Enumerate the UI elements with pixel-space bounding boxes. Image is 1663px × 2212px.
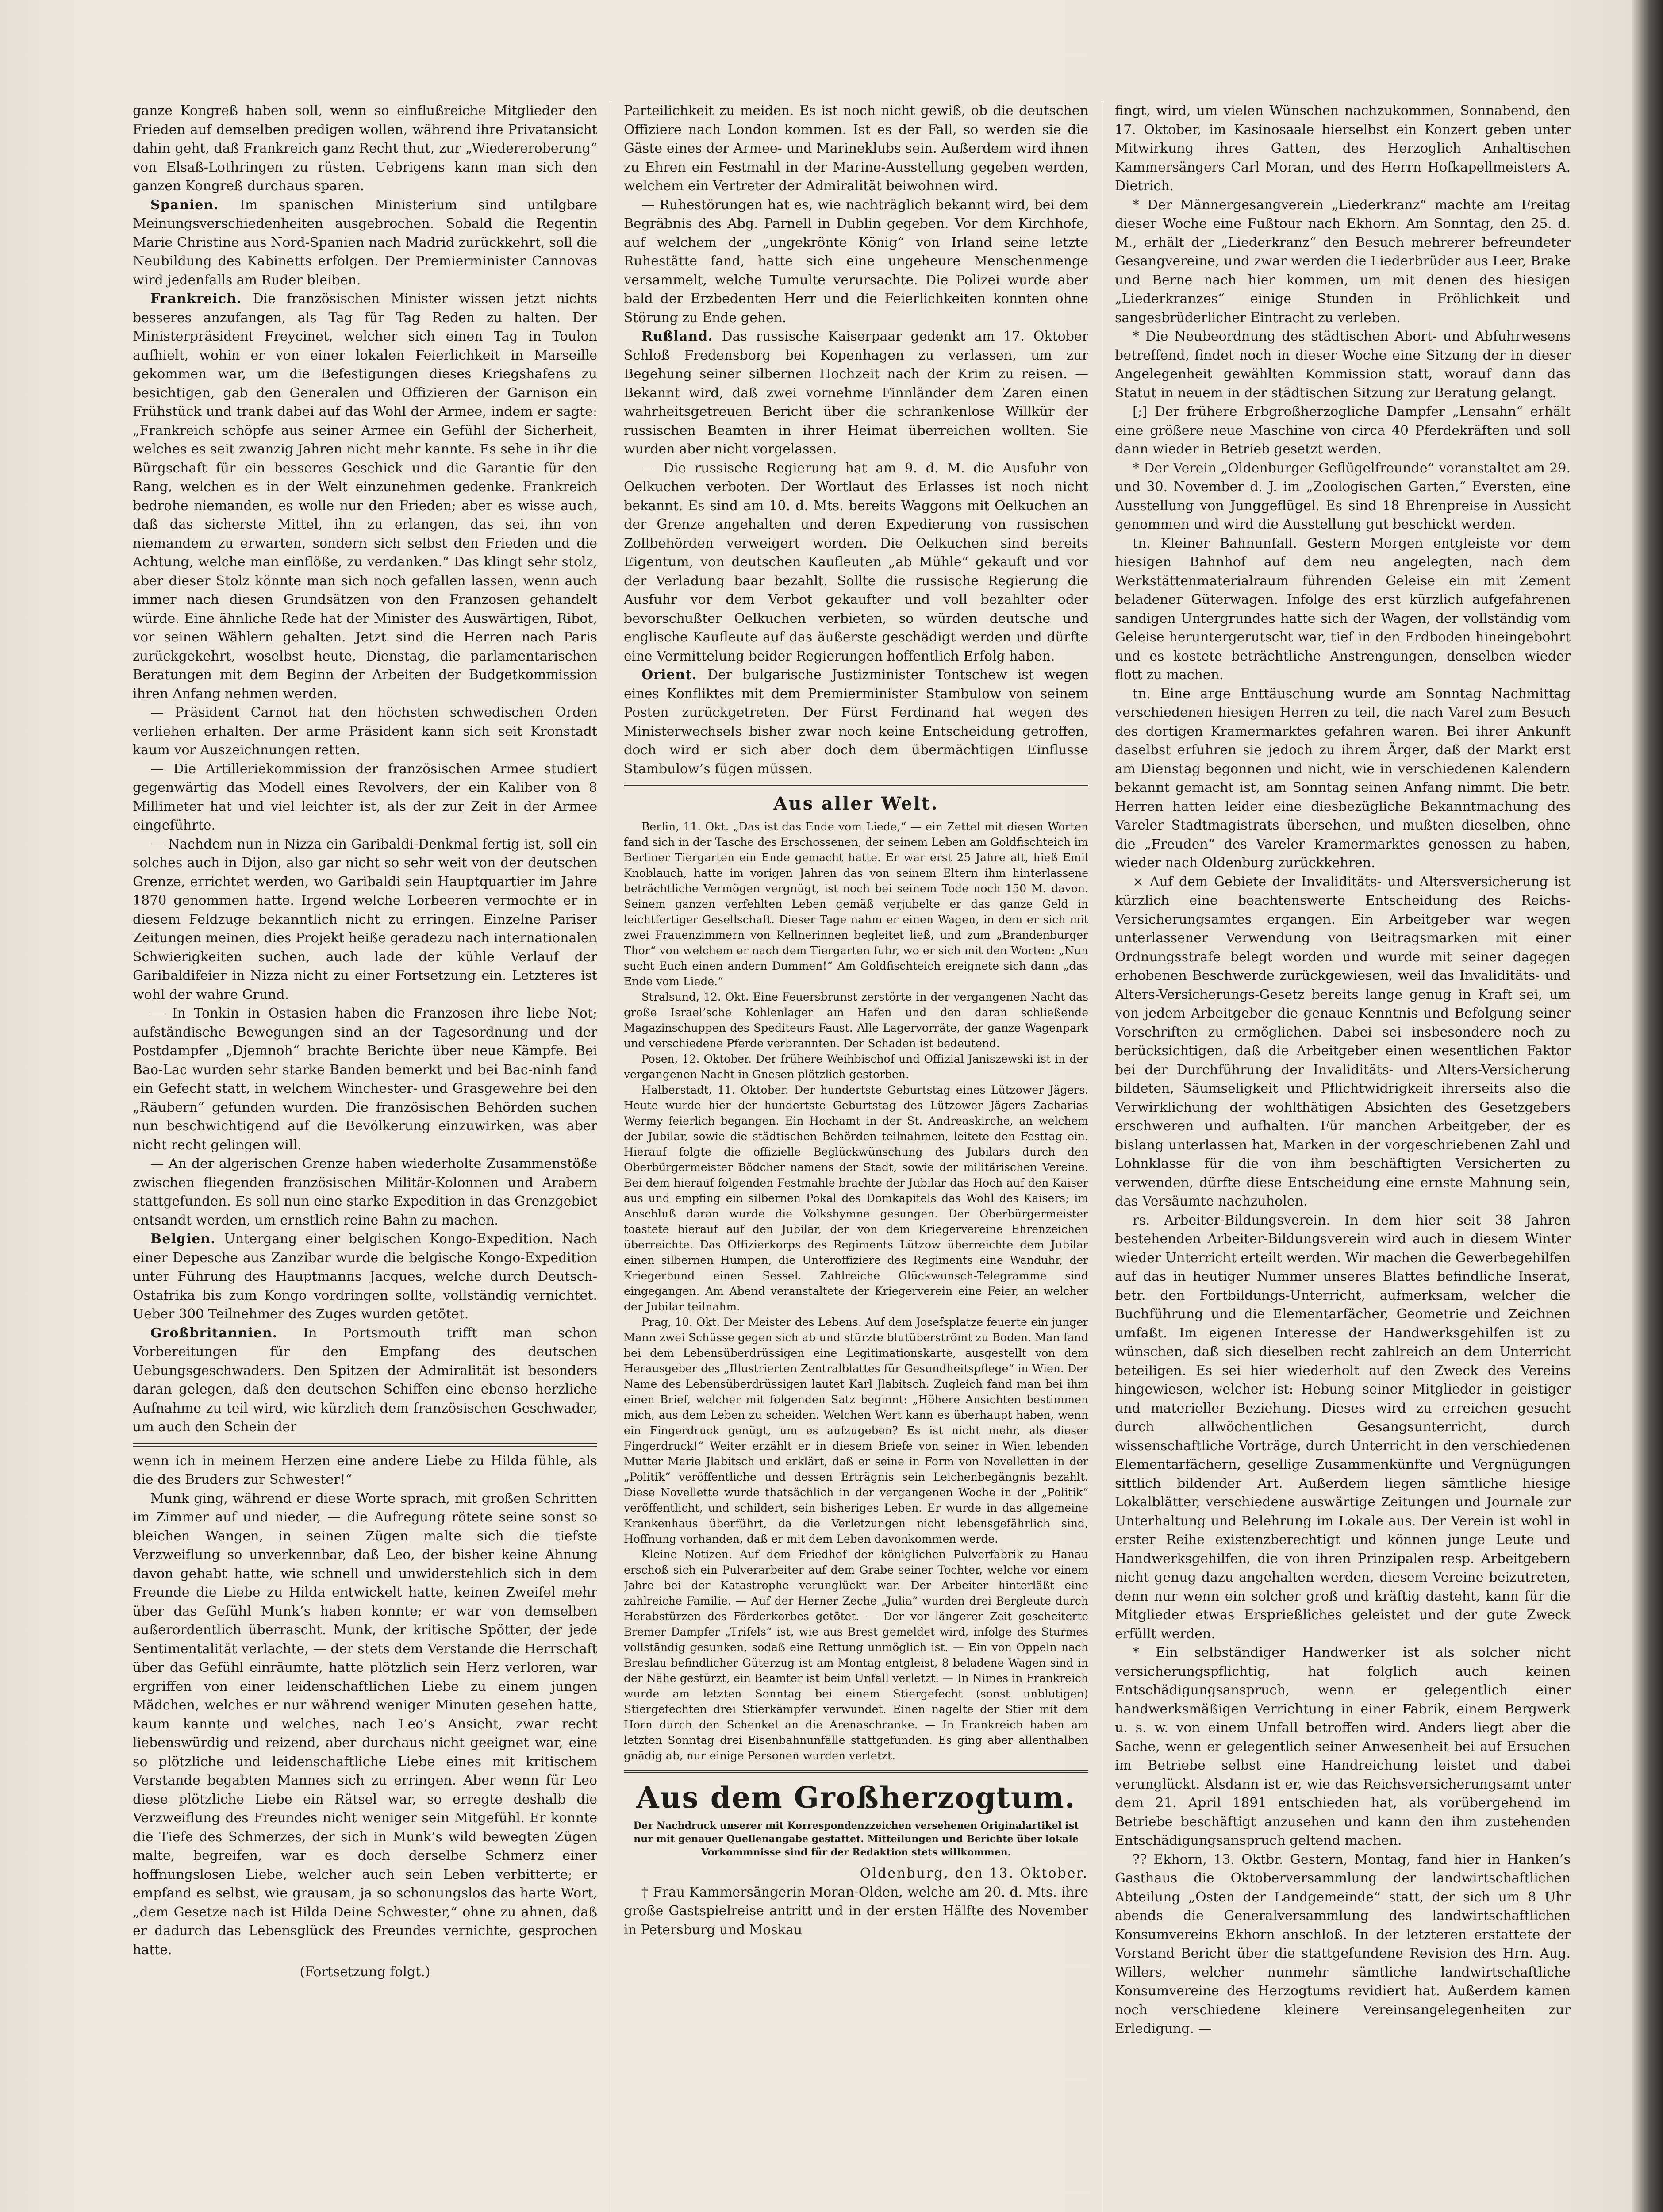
article-belgien: Belgien. Untergang einer belgischen Kongo-Expedition. Nach einer Depesche aus Zanzibar wurde die belgische Kongo-Expedition unter Führung des Hauptmanns Jacques, welche durch Deutsch-Ostafrika bis zum Kongo vordringen sollte, vollständig vernichtet. Ueber 300 Teilnehmer des Zuges wurden getötet. — [133, 1231, 597, 1322]
column-2 — [624, 102, 1088, 2212]
page-binding-edge — [1632, 0, 1663, 2212]
article-spanien: Spanien. Im spanischen Ministerium sind untilgbare Meinungsverschiedenheiten ausgebrochen. Sobald die Regentin Marie Christine aus Nord-Spanien nach Madrid zurückkehrt, soll die Neubildung des Kabinetts erfolgen. Der Premierminister Cannovas wird jedenfalls am Ruder bleiben. — [133, 197, 597, 288]
article-continuation: Parteilichkeit zu meiden. Es ist noch nicht gewiß, ob die deutschen Offiziere nach London kommen. Ist es der Fall, so werden sie die Gäste eines der Armee- und Marineklubs sein. Außerdem wird ihnen zu Ehren ein Festmahl in der Marine-Ausstellung gegeben werden, welchem ein Vertreter der Admiralität beiwohnen wird. — [624, 103, 1088, 194]
article-continuation: fingt, wird, um vielen Wünschen nachzukommen, Sonnabend, den 17. Oktober, im Kasinosaale hierselbst ein Konzert geben unter Mitwirkung ihres Gatten, des Herzoglich Anhaltischen Kammersängers Carl Moran, und des Herrn Hofkapellmeisters A. Dietrich. — [1115, 103, 1571, 194]
news-stralsund: Stralsund, 12. Okt. Eine Feuersbrunst zerstörte in der vergangenen Nacht das große Israel’sche Kohlenlager am Hafen und den daran schließende Magazinschuppen des Spediteurs Faust. Alle Lagervorräte, der ganze Wagenpark und verschiedene Pferde verbrannten. Der Schaden ist bedeutend. — [624, 991, 1088, 1050]
article-enttaeuschung: tn. Eine arge Enttäuschung wurde am Sonntag Nachmittag verschiedenen hiesigen Herren zu teil, die nach Varel zum Besuch des dortigen Kramermarktes gefahren waren. Bei ihrer Ankunft daselbst erfuhren sie jedoch zu ihrem Ärger, daß der Markt erst am Dienstag begonnen und nicht, wie in verschiedenen Kalendern bekannt gemacht ist, am Sonntag seinen Anfang nimmt. Die betr. Herren hatten leider eine diesbezügliche Bekanntmachung des Vareler Stadtmagistrats übersehen, und mußten dieselben, ohne die „Freuden“ des Vareler Kramermarktes genossen zu haben, wieder nach Oldenburg zurückkehren. — [1115, 686, 1571, 871]
heading-grossbritannien: Großbritannien. — [150, 1325, 278, 1341]
heading-belgien: Belgien. — [150, 1231, 216, 1247]
article-tonkin: — In Tonkin in Ostasien haben die Franzosen ihre liebe Not; aufständische Bewegungen sind an der Tagesordnung und der Postdampfer „Djemnoh“ brachte Berichte über neue Kämpfe. Bei Bao-Lac wurden sehr starke Banden bemerkt und bei Bac-ninh fand ein Gefecht statt, in welchem Winchester- und Grasgewehre bei den „Räubern“ gefunden wurden. Die französischen Behörden suchen nun beschwichtigend auf die Bevölkerung einzuwirken, was aber nicht recht gelingen will. — [133, 1006, 597, 1153]
feuilleton-text: Munk ging, während er diese Worte sprach, mit großen Schritten im Zimmer auf und nieder, — die Aufregung rötete seine sonst so bleichen Wangen, in seinen Zügen malte sich die tiefste Verzweiflung so unverkennbar, daß Leo, der bisher keine Ahnung davon gehabt hatte, wie schnell und unwiderstehlich sich in dem Freunde die Liebe zu Hilda entwickelt hatte, keinen Zweifel mehr über das Gefühl Munk’s haben konnte; er war von demselben außerordentlich überrascht. Munk, der kritische Spötter, der jede Sentimentalität verlachte, — der stets dem Verstande die Herrschaft über das Gefühl einräumte, hatte plötzlich sein Herz verloren, war ergriffen von einer leidenschaftlichen Liebe zu einem jungen Mädchen, welches er nur während weniger Minuten gesehen hatte, kaum kannte und welches, nach Leo’s Ansicht, zwar recht liebenswürdig und reizend, aber durchaus nicht geeignet war, eine so plötzliche und leidenschaftliche Liebe eines mit kritischem Verstande begabten Mannes sich zu erringen. Aber wenn für Leo diese plötzliche Liebe ein Rätsel war, so erregte deshalb die Verzweiflung des Freundes nicht weniger sein Mitgefühl. Er konnte die Tiefe des Schmerzes, der sich in Munk’s wild bewegten Zügen malte, begreifen, war es doch derselbe Schmerz einer hoffnungslosen Liebe, welcher auch sein Leben verbitterte; er empfand es selbst, wie grausam, ja so schonungslos das harte Wort, „dem Gesetze nach ist Hilda Deine Schwester,“ ohne zu ahnen, daß er dadurch das Lebensglück des Freundes vernichte, gesprochen hatte. — [133, 1490, 597, 1958]
article-bahnunfall: tn. Kleiner Bahnunfall. Gestern Morgen entgleiste vor dem hiesigen Bahnhof auf dem neu angelegten, nach dem Werkstättenmaterialraum führenden Geleise ein mit Zement beladener Güterwagen. Infolge des erst kürzlich aufgefahrenen sandigen Untergrundes hatte sich der Wagen, der vollständig vom Geleise heruntergerutscht war, tief in den Erdboden hineingebohrt und es kostete beträchtliche Anstrengungen, denselben wieder flott zu machen. — [1115, 535, 1571, 683]
feuilleton-divider — [133, 1443, 597, 1447]
continued-note: (Fortsetzung folgt.) — [300, 1964, 430, 1980]
article-russland: Rußland. Das russische Kaiserpaar gedenkt am 17. Oktober Schloß Fredensborg bei Kopenhagen zu verlassen, um zur Begehung seiner silbernen Hochzeit nach der Krim zu reisen. — Bekannt wird, daß zwei vornehme Finnländer dem Zaren einen wahrheitsgetreuen Bericht über die schrankenlose Willkür der russischen Beamten in ihrer Heimat überreichen wollten. Sie wurden aber nicht vorgelassen. — [624, 329, 1088, 457]
article-artillerie: — Die Artilleriekommission der französischen Armee studiert gegenwärtig das Modell eines Revolvers, der ein Kaliber von 8 Millimeter hat und viel leichter ist, als der zur Zeit in der Armee eingeführte. — [133, 761, 597, 833]
heading-orient: Orient. — [641, 667, 697, 683]
heading-frankreich: Frankreich. — [150, 291, 242, 307]
article-oelkuchen: — Die russische Regierung hat am 9. d. M. die Ausfuhr von Oelkuchen verboten. Der Wortlaut des Erlasses ist noch nicht bekannt. Es sind am 10. d. Mts. bereits Waggons mit Oelkuchen an der Grenze angehalten und deren Expedierung von russischen Zollbehörden verweigert worden. Die Oelkuchen sind bereits Eigentum, von deutschen Kaufleuten „ab Mühle“ gekauft und vor der Verladung baar bezahlt. Sollte die russische Regierung die Ausfuhr vor dem Verbot gekaufter und voll bezahlter oder bevorschußter Oelkuchen verbieten, so würden deutsche und englische Kaufleute auf das äußerste geschädigt werden und dürfte eine Vermittelung beider Regierungen hoffentlich Erfolg haben. — [624, 460, 1088, 664]
text-columns — [133, 102, 1571, 2212]
section-title-aus-aller-welt: Aus aller Welt. — [773, 793, 939, 814]
news-berlin: Berlin, 11. Okt. „Das ist das Ende vom Liede,“ — ein Zettel mit diesen Worten fand sich in der Tasche des Erschossenen, der seinem Leben am Goldfischteich im Berliner Tiergarten ein Ende gemacht hatte. Er war erst 25 Jahre alt, hieß Emil Knoblauch, hatte im vorigen Jahren das von seinem Eltern ihm hinterlassene beträchtliche Vermögen vergnügt, ist noch bei seinem Tode noch 150 M. davon. Seinem ganzen verfehlten Leben gemäß verjubelte er das ganze Geld in leichtfertiger Gesellschaft. Dieser Tage nahm er einen Wagen, in dem er sich mit zwei Frauenzimmern von Kellnerinnen begleitet ließ, und zum „Brandenburger Thor“ von welchem er nach dem Tiergarten fuhr, wo er sich mit den Worten: „Nun sucht Euch einen andern Dummen!“ Am Goldfischteich ereignete sich dann „das Ende vom Liede.“ — [624, 820, 1088, 988]
article-handwerker: * Ein selbständiger Handwerker ist als solcher nicht versicherungspflichtig, hat folglich auch keinen Entschädigungsanspruch, wenn er gelegentlich einer handwerksmäßigen Verrichtung in einer Fabrik, einem Bergwerk u. s. w. von einem Unfall betroffen wird. Anders liegt aber die Sache, wenn er gelegentlich seiner Anwesenheit bei auf Ersuchen im Betriebe selbst eine Handreichung leistet und dabei verunglückt. Alsdann ist er, wie das Reichsversicherungsamt unter dem 21. April 1891 entschieden hat, als vorübergehend im Betriebe beschäftigt anzusehen und kann den ihm zustehenden Entschädigungsanspruch geltend machen. — [1115, 1645, 1571, 1848]
news-posen: Posen, 12. Oktober. Der frühere Weihbischof und Offizial Janiszewski ist in der vergangenen Nacht in Gnesen plötzlich gestorben. — [624, 1052, 1088, 1081]
news-kleine-notizen: Kleine Notizen. Auf dem Friedhof der königlichen Pulverfabrik zu Hanau erschoß sich ein Pulverarbeiter auf dem Grabe seiner Tochter, welche vor einem Jahre bei der Katastrophe verunglückt war. Der Arbeiter hinterläßt eine zahlreiche Familie. — Auf der Herner Zeche „Julia“ wurden drei Bergleute durch Herabstürzen des Förderkorbes getötet. — Der vor längerer Zeit gescheiterte Bremer Dampfer „Trifels“ ist, wie aus Brest gemeldet wird, infolge des Sturmes vollständig gesunken, sodaß eine Rettung unmöglich ist. — Ein von Oppeln nach Breslau befindlicher Güterzug ist am Montag entgleist, 8 beladene Wagen sind in der Nähe gestürzt, ein Beamter ist beim Unfall verletzt. — In Nimes in Frankreich wurde am letzten Sonntag bei einem Stiergefecht (sonst unblutigen) Stiergefechten drei Stierkämpfer verwundet. Einen nagelte der Stier mit dem Horn durch den Schenkel an die Arenaschranke. — In Frankreich haben am letzten Sonntag drei Eisenbahnunfälle stattgefunden. Es ging aber allenthalben gnädig ab, nur einige Personen wurden verletzt. — [624, 1548, 1088, 1762]
reprint-note: Der Nachdruck unserer mit Korrespondenzzeichen versehenen Originalartikel ist nur mit genauer Quellenangabe gestattet. Mitteilungen und Berichte über lokale Vorkommnisse sind für der Redaktion stets willkommen. — [633, 1820, 1079, 1858]
column-3 — [1115, 102, 1571, 2212]
article-invaliditaet: × Auf dem Gebiete der Invaliditäts- und Altersversicherung ist kürzlich eine beachtenswerte Entscheidung des Reichs-Versicherungsamtes ergangen. Ein Arbeitgeber war wegen unterlassener Verwendung von Beitragsmarken mit einer Ordnungsstrafe belegt worden und wurde mit seiner dagegen erhobenen Beschwerde zurückgewiesen, weil das Invaliditäts- und Alters-Versicherungs-Gesetz bereits lange genug in Kraft sei, um von jedem Arbeitgeber die genaue Kenntnis und Befolgung seiner Vorschriften zu ermöglichen. Dabei sei insbesondere noch zu berücksichtigen, daß die Arbeitgeber einen wesentlichen Faktor bei der Durchführung der Invaliditäts- und Alters-Versicherung bildeten, Säumseligkeit und Pflichtwidrigkeit ihrerseits also die Verwirklichung der wohlthätigen Absichten des Gesetzgebers erschweren und aufhalten. Für manchen Arbeitgeber, der es bislang unterlassen hat, Marken in der vorgeschriebenen Zahl und Lohnklasse für die von ihm beschäftigten Versicherten zu verwenden, dürfte diese Entscheidung eine ernste Mahnung sein, das Versäumte nachzuholen. — [1115, 874, 1571, 1209]
article-nizza: — Nachdem nun in Nizza ein Garibaldi-Denkmal fertig ist, soll ein solches auch in Dijon, also gar nicht so sehr weit von der deutschen Grenze, errichtet werden, wo Garibaldi sein Hauptquartier im Jahre 1870 genommen hatte. Irgend welche Lorbeeren vermochte er in diesem Feldzuge bekanntlich nicht zu erringen. Einzelne Pariser Zeitungen meinen, dies Projekt heiße geradezu nach internationalen Schwierigkeiten suchen, auch lade der kühle Verlauf der Garibaldifeier in Nizza nicht zu einer Fortsetzung ein. Letzteres ist wohl der wahre Grund. — [133, 836, 597, 1002]
article-gefluegelfreunde: * Der Verein „Oldenburger Geflügelfreunde“ veranstaltet am 29. und 30. November d. J. im „Zoologischen Garten,“ Eversten, eine Ausstellung von Junggeflügel. Es sind 18 Ehrenpreise in Aussicht genommen und wird die Ausstellung gut beschickt werden. — [1115, 460, 1571, 532]
welt-news — [624, 819, 1088, 1763]
article-ruhestoerungen: — Ruhestörungen hat es, wie nachträglich bekannt wird, bei dem Begräbnis des Abg. Parnell in Dublin gegeben. Vor dem Kirchhofe, auf welchem der „ungekrönte König“ von Irland seine letzte Ruhestätte fand, hatte sich eine ungeheure Menschenmenge versammelt, welche Tumulte verursachte. Die Polizei wurde aber bald der Erzbedenten Herr und die Feierlichkeiten konnten ohne Störung zu Ende gehen. — [624, 197, 1088, 326]
heading-russland: Rußland. — [641, 329, 713, 344]
heading-spanien: Spanien. — [150, 197, 219, 213]
article-continuation: ganze Kongreß haben soll, wenn so einflußreiche Mitglieder den Frieden auf demselben predigen wollen, während ihre Privatansicht dahin geht, daß Frankreich ganz Recht thut, zur „Wiedereroberung“ von Elsaß-Lothringen zu rüsten. Uebrigens kann man sich den ganzen Kongreß durchaus sparen. — [133, 103, 597, 194]
dateline: Oldenburg, den 13. Oktober. — [860, 1866, 1088, 1881]
section-divider — [624, 1770, 1088, 1773]
article-liederkranz: * Der Männergesangverein „Liederkranz“ machte am Freitag dieser Woche eine Fußtour nach Ekhorn. Am Sonntag, den 25. d. M., erhält der „Liederkranz“ den Besuch mehrerer befreundeter Gesangvereine, und zwar werden die Liederbrüder aus Leer, Brake und Berne nach hier kommen, um mit denen des hiesigen „Liederkranzes“ einige Stunden in Fröhlichkeit und sangesbrüderlicher Eintracht zu verleben. — [1115, 197, 1571, 326]
article-frankreich: Frankreich. Die französischen Minister wissen jetzt nichts besseres anzufangen, als Tag für Tag Reden zu halten. Der Ministerpräsident Freycinet, welcher sich einen Tag in Toulon aufhielt, wohin er von einer lokalen Feierlichkeit in Marseille gekommen war, um die Befestigungen dieses Kriegshafens zu besichtigen, gab den Generalen und Offizieren der Garnison ein Frühstück und trank dabei auf das Wohl der Armee, indem er sagte: „Frankreich schöpfe aus seiner Armee ein Gefühl der Sicherheit, welches es seit zwanzig Jahren nicht mehr kannte. Es sehe in ihr die Bürgschaft für ein besseres Geschick und die Garantie für den Rang, welchen es in der Welt einzunehmen gedenke. Frankreich bedrohe niemanden, es wolle nur den Frieden; aber es wisse auch, daß das sicherste Mittel, ihn zu erlangen, das sei, ihn von niemandem zu erwarten, sondern sich selbst den Frieden und die Achtung, welche man einflöße, zu verdanken.“ Das klingt sehr stolz, aber dieser Stolz könnte man sich noch gefallen lassen, wenn auch immer nach diesen Grundsätzen von den Franzosen gehandelt würde. Eine ähnliche Rede hat der Minister des Auswärtigen, Ribot, vor seinen Wählern gehalten. Jetzt sind die Herren nach Paris zurückgekehrt, woselbst heute, Dienstag, die parlamentarischen Beratungen mit dem Beginn der Arbeiten der Budgetkommission ihren Anfang nehmen werden. — [133, 291, 597, 702]
article-algerien: — An der algerischen Grenze haben wiederholte Zusammenstöße zwischen fliegenden französischen Militär-Kolonnen und Arabern stattgefunden. Es soll nun eine starke Expedition in das Grenzgebiet entsandt werden, um ernstlich reine Bahn zu machen. — [133, 1156, 597, 1228]
column-1 — [133, 102, 597, 2212]
article-ekhorn: ?? Ekhorn, 13. Oktbr. Gestern, Montag, fand hier in Hanken’s Gasthaus die Oktoberversammlung der landwirtschaftlichen Abteilung „Osten der Landgemeinde“ statt, der sich um 8 Uhr abends die Generalversammlung des landwirtschaftlichen Konsumvereins Ekhorn anschloß. In der letzteren erstattete der Vorstand Bericht über die stattgefundene Revision des Hrn. Aug. Willers, welcher nunmehr sämtliche landwirtschaftliche Konsumvereine des Herzogtums revidiert hat. Außerdem kamen noch verschiedene kleinere Vereinsangelegenheiten zur Erledigung. — — [1115, 1851, 1571, 2036]
article-dampfer: [;] Der frühere Erbgroßherzogliche Dampfer „Lensahn“ erhält eine größere neue Maschine von circa 40 Pferdekräften und soll dann wieder in Betrieb gesetzt werden. — [1115, 404, 1571, 457]
article-orient: Orient. Der bulgarische Justizminister Tontschew ist wegen eines Konfliktes mit dem Premierminister Stambulow von seinem Posten zurückgetreten. Der Fürst Ferdinand hat wegen des Ministerwechsels bisher zwar noch keine Entscheidung getroffen, doch wird er sich aber doch dem übermächtigen Einflusse Stambulow’s fügen müssen. — [624, 667, 1088, 777]
section-divider — [624, 785, 1088, 786]
feuilleton-text: wenn ich in meinem Herzen eine andere Liebe zu Hilda fühle, als die des Bruders zur Schwester!“ — [133, 1453, 597, 1487]
article-abortwesen: * Die Neubeordnung des städtischen Abort- und Abfuhrwesens betreffend, findet noch in dieser Woche eine Sitzung der in dieser Angelegenheit gewählten Kommission statt, worauf dann das Statut in neuem in der städtischen Sitzung zur Beratung gelangt. — [1115, 329, 1571, 401]
news-halberstadt: Halberstadt, 11. Oktober. Der hundertste Geburtstag eines Lützower Jägers. Heute wurde hier der hundertste Geburtstag des Lützower Jägers Zacharias Wermy feierlich begangen. Ein Hochamt in der St. Andreaskirche, an welchem der Jubilar, sowie die städtischen Behörden teilnahmen, leitete den Festtag ein. Hierauf folgte die offizielle Beglückwünschung des Jubilars durch den Oberbürgermeister Bödcher namens der Stadt, sowie der militärischen Vereine. Bei dem hierauf folgenden Festmahle brachte der Jubilar das Hoch auf den Kaiser aus und empfing ein silbernen Pokal des Domkapitels das Wohl des Kaisers; im Anschluß daran wurde die Volkshymne gesungen. Der Oberbürgermeister toastete hierauf auf den Jubilar, der von dem Kriegervereine Ehrenzeichen überreichte. Das Offizierkorps des Regiments Lützow überreichte dem Jubilar einen silbernen Humpen, die Unteroffiziere des Regiments eine Wanduhr, der Kriegerbund einen Sessel. Zahlreiche Glückwunsch-Telegramme sind eingegangen. Am Abend veranstaltete der Kriegerverein eine Feier, an welcher der Jubilar teilnahm. — [624, 1083, 1088, 1313]
section-title-grossherzogtum: Aus dem Großherzogtum. — [636, 1780, 1076, 1815]
article-arbeiter-bildungsverein: rs. Arbeiter-Bildungsverein. In dem hier seit 38 Jahren bestehenden Arbeiter-Bildungsverein wird auch in diesem Winter wieder Unterricht erteilt werden. Wir machen die Gewerbegehilfen auf das in heutiger Nummer unseres Blattes befindliche Inserat, betr. den Fortbildungs-Unterricht, aufmerksam, welcher die Buchführung und die Elementarfächer, Geometrie und Zeichnen umfaßt. Im eigenen Interesse der Handwerksgehilfen ist zu wünschen, daß sich dieselben recht zahlreich an dem Unterricht beteiligen. Es sei hier wiederholt auf den Zweck des Vereins hingewiesen, welcher ist: Hebung seiner Mitglieder in geistiger und materieller Beziehung. Dieses wird zu erreichen gesucht durch allwöchentlichen Gesangsunterricht, durch wissenschaftliche Vorträge, durch Unterricht in den verschiedenen Elementarfächern, gesellige Zusammenkünfte und Vergnügungen sittlich bildender Art. Außerdem liegen sämtliche hiesige Lokalblätter, verschiedene auswärtige Zeitungen und Journale zur Unterhaltung und Belehrung im Lokale aus. Der Verein ist wohl in erster Reihe existenzberechtigt und können junge Leute und Handwerksgehilfen, die von ihren Prinzipalen resp. Arbeitgebern nicht genug dazu angehalten werden, diesem Vereine beizutreten, denn nur wenn ein solcher groß und kräftig dasteht, kann für die Mitglieder etwas Ersprießliches geleistet und der gute Zweck erfüllt werden. — [1115, 1212, 1571, 1642]
article-carnot: — Präsident Carnot hat den höchsten schwedischen Orden verliehen erhalten. Der arme Präsident kann sich seit Kronstadt kaum vor Auszeichnungen retten. — [133, 705, 597, 758]
article-grossbritannien: Großbritannien. In Portsmouth trifft man schon Vorbereitungen für den Empfang des deutschen Uebungsgeschwaders. Den Spitzen der Admiralität ist besonders daran gelegen, daß den deutschen Schiffen eine ebenso herzliche Aufnahme zu teil wird, wie kürzlich dem französischen Geschwader, um auch den Schein der — [133, 1325, 597, 1435]
article-moran-olden: † Frau Kammersängerin Moran-Olden, welche am 20. d. Mts. ihre große Gastspielreise antritt und in der ersten Hälfte des November in Petersburg und Moskau — [624, 1884, 1088, 1938]
news-prag: Prag, 10. Okt. Der Meister des Lebens. Auf dem Josefsplatze feuerte ein junger Mann zwei Schüsse gegen sich ab und stürzte blutüberströmt zu Boden. Man fand bei dem Lebensüberdrüssigen eine Legitimationskarte, ausgestellt von dem Herausgeber des „Illustrierten Zentralblattes für Gesundheitspflege“ in Wien. Der Name des Lebensüberdrüssigen lautet Karl Jlabitsch. Zugleich fand man bei ihm einen Brief, welcher mit folgenden Satz beginnt: „Höhere Ansichten bestimmen mich, aus dem Leben zu scheiden. Welchen Wert kann es überhaupt haben, wenn ein Fingerdruck genügt, um es aufzugeben? Es ist nicht mehr, als dieser Fingerdruck!“ Weiter erzählt er in diesem Briefe von seiner in Wien lebenden Mutter Marie Jlabitsch und erklärt, daß er seine in Form von Novelletten in der „Politik“ veröffentliche und dessen Erträgnis sein Leichenbegängnis bezahlt. Diese Novellette wurde thatsächlich in der vergangenen Woche in der „Politik“ veröffentlicht, und schildert, sein bisheriges Leben. Er wurde in das allgemeine Krankenhaus überführt, da die Verletzungen nicht lebensgefährlich sind, Hoffnung vorhanden, daß er mit dem Leben davonkommen werde. — [624, 1316, 1088, 1545]
